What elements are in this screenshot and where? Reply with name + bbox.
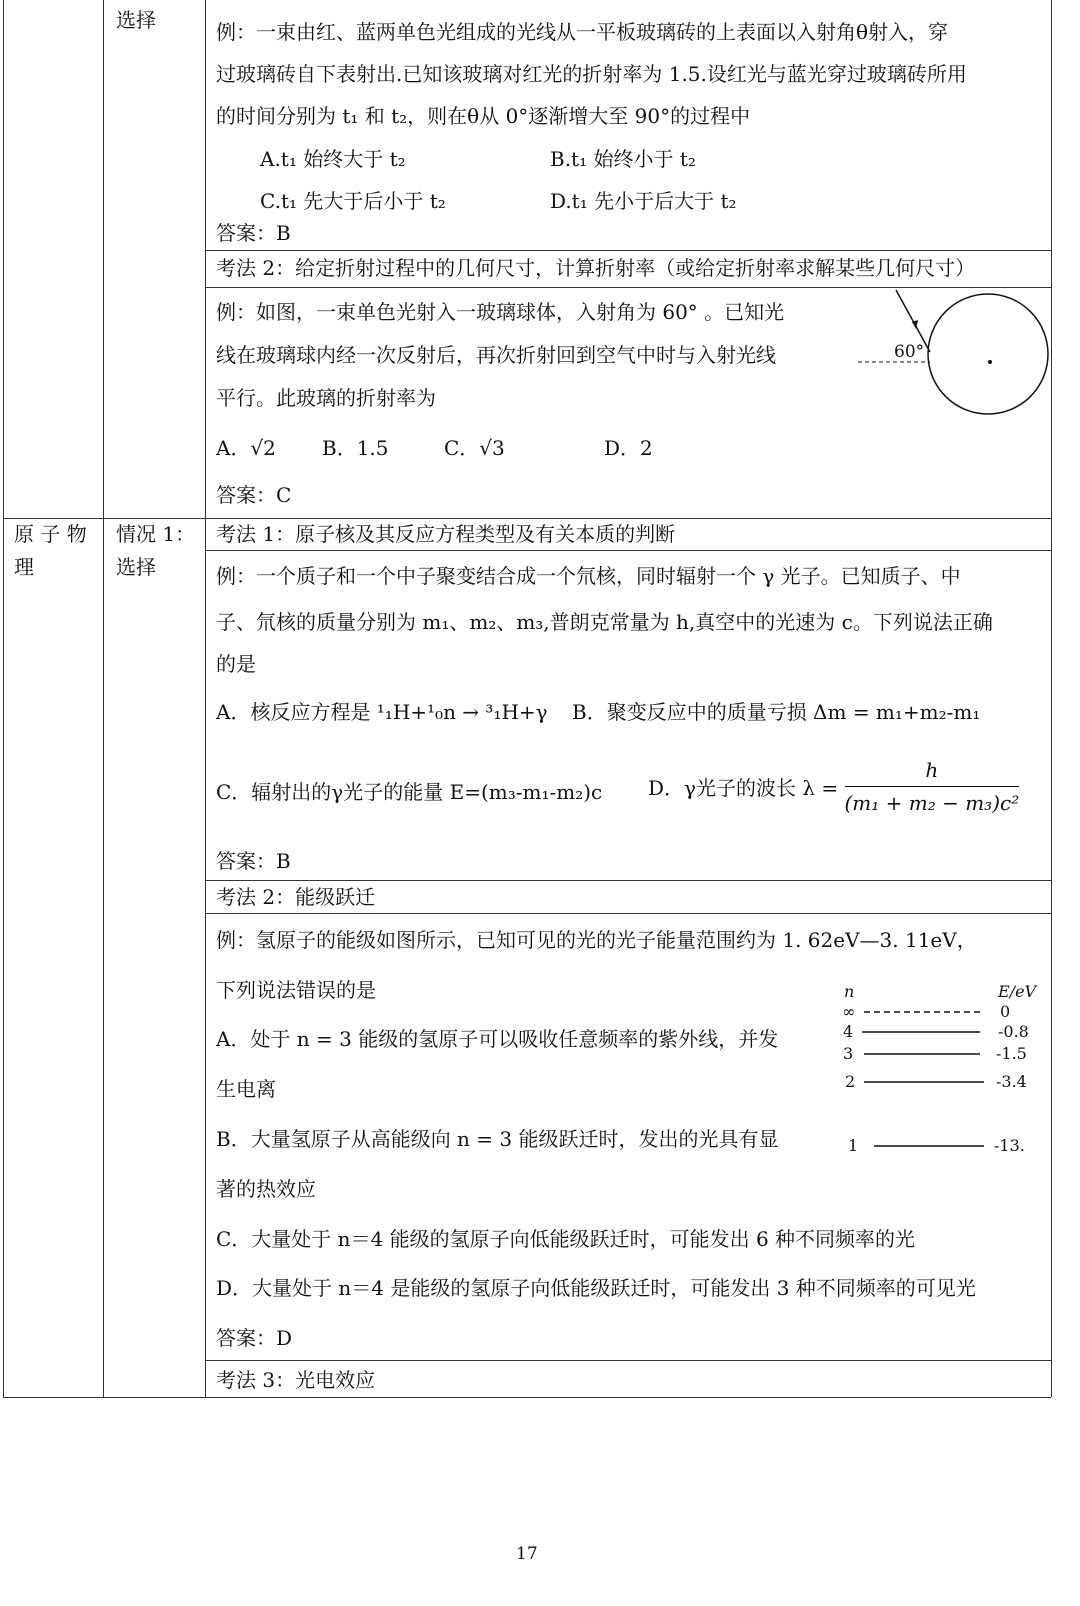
category-label: 理 — [14, 555, 34, 579]
option-d: D．大量处于 n＝4 是能级的氢原子向低能级跃迁时，可能发出 3 种不同频率的可见光 — [216, 1276, 976, 1300]
option-c: C．辐射出的γ光子的能量 E=(m₃-m₁-m₂)c — [216, 780, 603, 804]
option-c: C．大量处于 n＝4 能级的氢原子向低能级跃迁时，可能发出 6 种不同频率的光 — [216, 1227, 916, 1251]
question-text: 平行。此玻璃的折射率为 — [216, 386, 436, 410]
glass-sphere-figure — [858, 290, 1048, 414]
level-e: -1.5 — [996, 1044, 1027, 1063]
case-label: 选择 — [116, 555, 156, 579]
answer: 答案：B — [216, 849, 291, 873]
energy-axis-label: E/eV — [998, 982, 1037, 1001]
answer: 答案：D — [216, 1326, 293, 1350]
option-a: A．√2 — [216, 436, 276, 460]
question-text: 例：如图，一束单色光射入一玻璃球体，入射角为 60° 。已知光 — [216, 300, 785, 324]
question-text: 线在玻璃球内经一次反射后，再次折射回到空气中时与入射光线 — [216, 343, 776, 367]
method-heading: 考法 2：能级跃迁 — [216, 885, 376, 909]
center-dot — [988, 360, 992, 364]
option-b: B.t₁ 始终小于 t₂ — [550, 147, 696, 171]
option-b-cont: 著的热效应 — [216, 1177, 316, 1201]
fraction-denominator: (m₁ + m₂ − m₃)c² — [844, 791, 1020, 815]
sphere-circle — [928, 294, 1048, 414]
option-b: B．1.5 — [322, 436, 389, 460]
n-axis-label: n — [844, 982, 855, 1001]
option-d — [648, 758, 1019, 815]
category-label: 原 子 物 — [14, 522, 87, 546]
option-b: B．大量氢原子从高能级向 n = 3 能级跃迁时，发出的光具有显 — [216, 1127, 779, 1151]
option-d-prefix: D．γ光子的波长 λ = — [648, 776, 839, 800]
level-n: 3 — [843, 1044, 854, 1063]
question-text: 例：一束由红、蓝两单色光组成的光线从一平板玻璃砖的上表面以入射角θ射入，穿 — [216, 20, 949, 44]
level-n: ∞ — [842, 1002, 856, 1021]
question-text: 例：氢原子的能级如图所示，已知可见的光的光子能量范围约为 1. 62eV—3. 11eV， — [216, 928, 977, 952]
level-n: 1 — [848, 1136, 859, 1155]
level-n: 2 — [845, 1072, 856, 1091]
question-text: 的时间分别为 t₁ 和 t₂，则在θ从 0°逐渐增大至 90°的过程中 — [216, 104, 751, 128]
level-e: -13. — [994, 1136, 1025, 1155]
question-text: 例：一个质子和一个中子聚变结合成一个氘核，同时辐射一个 γ 光子。已知质子、中 — [216, 564, 961, 588]
category-label: 选择 — [116, 8, 156, 32]
option-a: A．处于 n = 3 能级的氢原子可以吸收任意频率的紫外线，并发 — [216, 1027, 779, 1051]
method-heading: 考法 3：光电效应 — [216, 1368, 376, 1392]
option-d: D.t₁ 先小于后大于 t₂ — [550, 189, 737, 213]
energy-level-diagram — [862, 1012, 984, 1146]
option-d: D．2 — [604, 436, 653, 460]
fraction-numerator: h — [845, 758, 1020, 787]
wavelength-fraction — [845, 758, 1020, 815]
level-e: -3.4 — [996, 1072, 1027, 1091]
question-text: 过玻璃砖自下表射出.已知该玻璃对红光的折射率为 1.5.设红光与蓝光穿过玻璃砖所用 — [216, 62, 967, 86]
option-a: A.t₁ 始终大于 t₂ — [260, 147, 406, 171]
option-b: B．聚变反应中的质量亏损 Δm = m₁+m₂-m₁ — [572, 700, 981, 724]
method-heading: 考法 2：给定折射过程中的几何尺寸，计算折射率（或给定折射率求解某些几何尺寸） — [216, 256, 976, 280]
level-e: -0.8 — [998, 1022, 1029, 1041]
answer: 答案：B — [216, 221, 291, 245]
option-c: C.t₁ 先大于后小于 t₂ — [260, 189, 446, 213]
page-number: 17 — [516, 1544, 538, 1564]
question-text: 子、氘核的质量分别为 m₁、m₂、m₃,普朗克常量为 h,真空中的光速为 c。下列说法正确 — [216, 610, 993, 634]
angle-label: 60° — [894, 342, 925, 362]
question-text: 下列说法错误的是 — [216, 978, 376, 1002]
case-label: 情况 1： — [116, 522, 196, 546]
option-a: A．核反应方程是 ¹₁H+¹₀n → ³₁H+γ — [216, 700, 548, 724]
answer: 答案：C — [216, 483, 292, 507]
question-text: 的是 — [216, 652, 256, 676]
level-n: 4 — [843, 1022, 854, 1041]
level-e: 0 — [1000, 1002, 1011, 1021]
method-heading: 考法 1：原子核及其反应方程类型及有关本质的判断 — [216, 522, 676, 546]
option-c: C．√3 — [444, 436, 505, 460]
option-a-cont: 生电离 — [216, 1077, 276, 1101]
